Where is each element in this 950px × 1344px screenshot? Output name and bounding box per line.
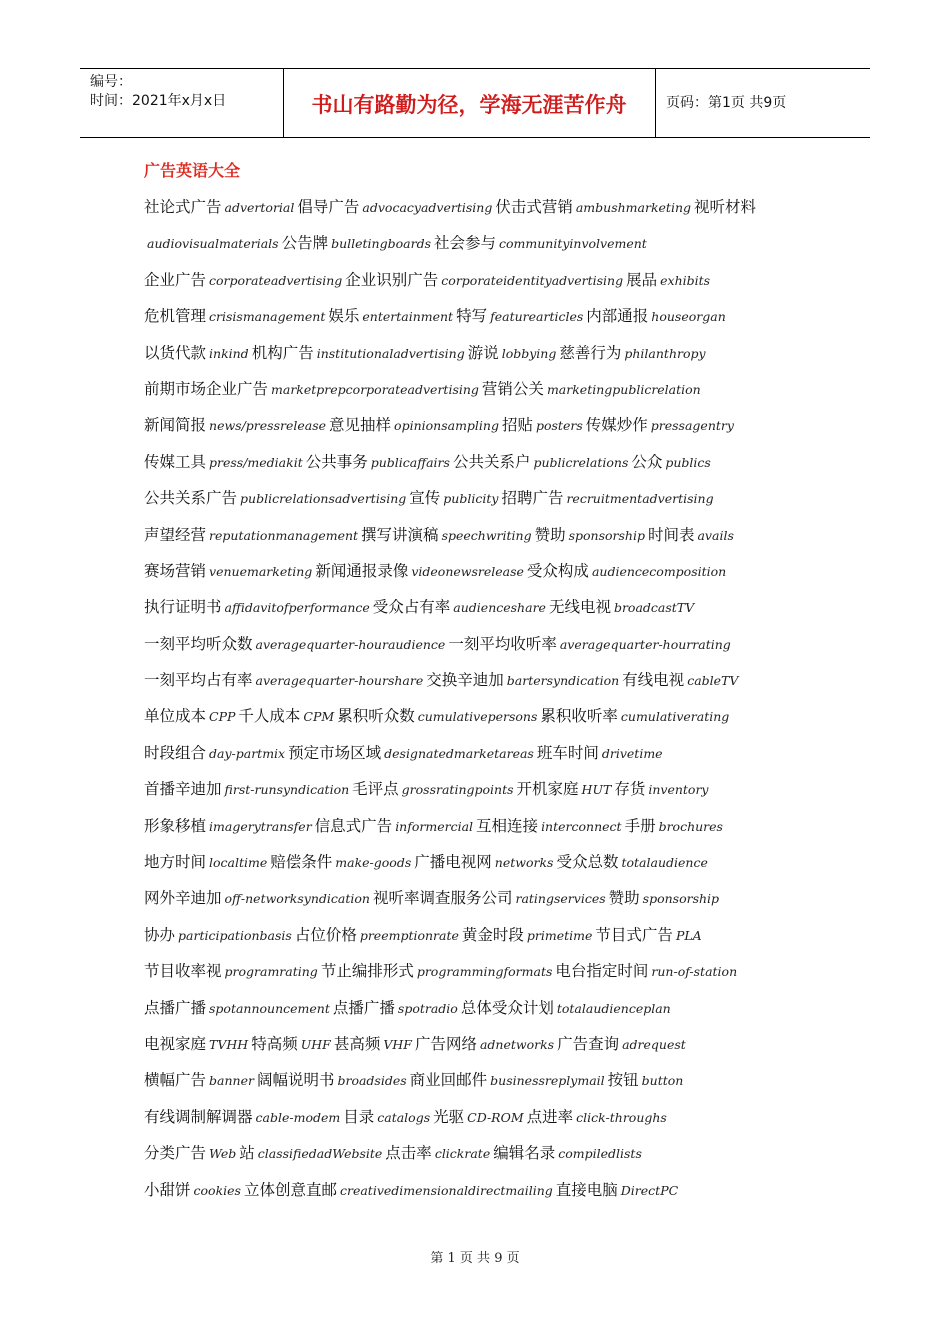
term-chinese: 传媒工具 [144, 452, 207, 471]
term-chinese: 受众构成 [526, 561, 589, 580]
term-english: affidavitofperformance [224, 600, 370, 616]
term-english: bartersyndication [506, 673, 620, 689]
term-english: make-goods [335, 855, 412, 871]
term-chinese: 娱乐 [328, 307, 360, 326]
term-chinese: 手册 [624, 816, 656, 835]
glossary-line [144, 265, 834, 301]
term-chinese: 阔幅说明书 [256, 1071, 335, 1090]
header-meta-cell [80, 69, 284, 137]
term-english: brochures [658, 818, 723, 834]
term-english: marketingpublicrelation [546, 381, 701, 397]
term-chinese: 横幅广告 [144, 1071, 207, 1090]
term-english: imagerytransfer [209, 818, 312, 834]
term-chinese: 目录 [343, 1107, 375, 1126]
term-chinese: 形象移植 [144, 816, 207, 835]
term-english: audienceshare [453, 600, 546, 616]
glossary-line [144, 1138, 834, 1174]
page-footer: 第 1 页 共 9 页 [430, 1251, 520, 1266]
term-english: ratingservices [515, 891, 606, 907]
term-chinese: 点击率 [385, 1144, 432, 1163]
glossary-line [144, 1029, 834, 1065]
term-english: classifiedadWebsite [257, 1146, 383, 1162]
glossary-line [144, 410, 834, 446]
term-english: PLA [675, 927, 702, 943]
term-chinese: 分类广告 [144, 1144, 207, 1163]
term-chinese: 互相连接 [476, 816, 539, 835]
term-chinese: 按钮 [607, 1071, 639, 1090]
term-english: opinionsampling [394, 418, 499, 434]
glossary-line [144, 483, 834, 519]
term-chinese: 营销公关 [481, 379, 544, 398]
header-page-cell [656, 69, 870, 137]
term-chinese: 总体受众计划 [460, 998, 554, 1017]
term-english: crisismanagement [209, 309, 326, 325]
term-english: advertorial [224, 200, 295, 215]
term-english: sponsorship [568, 527, 645, 543]
term-english: compiledlists [558, 1146, 642, 1162]
glossary-line [144, 629, 834, 665]
term-chinese: 受众总数 [556, 853, 619, 872]
term-chinese: 预定市场区域 [288, 743, 382, 762]
term-chinese: 赞助 [608, 889, 640, 908]
term-english: button [641, 1073, 684, 1089]
term-chinese: 无线电视 [548, 598, 611, 617]
term-chinese: 商业回邮件 [409, 1071, 488, 1090]
term-chinese: 节目收率视 [144, 962, 222, 981]
term-chinese: 站 [239, 1144, 255, 1163]
term-english: lobbying [501, 345, 557, 361]
term-english: pressagentry [650, 418, 734, 434]
term-english: speechwriting [441, 527, 532, 543]
term-chinese: 一刻平均听众数 [144, 634, 253, 653]
glossary-line [144, 883, 834, 919]
document-header [80, 68, 870, 138]
term-chinese: 内部通报 [586, 307, 649, 326]
term-english: businessreplymail [490, 1073, 605, 1089]
term-english: banner [209, 1073, 254, 1089]
term-chinese: 社会参与 [433, 234, 496, 253]
term-english: featurearticles [490, 309, 584, 325]
term-chinese: 协办 [144, 925, 176, 944]
term-chinese: 撰写讲演稿 [361, 525, 439, 544]
term-english: broadcastTV [613, 600, 695, 616]
term-english: publicrelationsadvertising [240, 491, 407, 507]
term-english: inventory [648, 782, 709, 798]
term-chinese: 以货代款 [144, 343, 207, 362]
term-chinese: 执行证明书 [144, 598, 222, 617]
term-english: adnetworks [479, 1036, 555, 1052]
term-english: inkind [209, 345, 249, 361]
term-chinese: 累积收听率 [540, 707, 618, 726]
term-english: run-of-station [651, 964, 738, 980]
term-english: cumulativepersons [417, 709, 538, 725]
term-english: interconnect [541, 818, 622, 834]
term-english: communityinvolvement [499, 236, 647, 252]
term-english: posters [535, 418, 583, 434]
glossary-line [144, 447, 834, 483]
term-chinese: 直接电脑 [555, 1180, 618, 1199]
term-chinese: 首播辛迪加 [144, 780, 222, 799]
term-chinese: 一刻平均收听率 [448, 634, 557, 653]
term-chinese: 特写 [456, 307, 488, 326]
term-chinese: 企业广告 [144, 270, 207, 289]
glossary-line [144, 701, 834, 737]
term-chinese: 伏击式营销 [495, 198, 573, 216]
glossary-line [144, 1175, 834, 1211]
document-time-label: 时间：2021年x月x日 [90, 93, 227, 109]
term-chinese: 网外辛迪加 [144, 889, 222, 908]
term-english: publics [665, 454, 711, 470]
term-chinese: 公共关系户 [452, 452, 531, 471]
term-chinese: 累积听众数 [337, 707, 415, 726]
term-chinese: 毛评点 [352, 780, 399, 799]
term-chinese: 地方时间 [144, 853, 207, 872]
glossary-line [144, 956, 834, 992]
term-chinese: 开机家庭 [516, 780, 579, 799]
term-english: off-networksyndication [224, 891, 370, 907]
glossary-line [144, 1065, 834, 1101]
term-english: day-partmix [209, 745, 286, 761]
term-chinese: 黄金时段 [461, 925, 524, 944]
term-english: audiovisualmaterials [147, 236, 279, 252]
term-english: HUT [581, 782, 612, 798]
term-english: UHF [300, 1036, 331, 1052]
term-chinese: 公众 [631, 452, 663, 471]
term-chinese: 公告牌 [281, 234, 329, 253]
term-chinese: 交换辛迪加 [426, 671, 504, 690]
glossary-line [144, 338, 834, 374]
glossary-line [144, 920, 834, 956]
term-chinese: 一刻平均占有率 [144, 671, 253, 690]
term-chinese: 点播广播 [332, 998, 395, 1017]
glossary-line [144, 592, 834, 628]
term-chinese: 视听率调查服务公司 [372, 889, 513, 908]
term-english: CD-ROM [467, 1109, 524, 1125]
term-english: cableTV [687, 673, 739, 689]
term-chinese: 广告网络 [414, 1034, 477, 1053]
glossary-line [144, 993, 834, 1029]
term-chinese: 机构广告 [251, 343, 314, 362]
term-english: marketprepcorporateadvertising [271, 381, 479, 397]
term-english: programrating [224, 964, 318, 980]
term-english: spotannouncement [209, 1000, 330, 1016]
term-chinese: 新闻简报 [144, 416, 207, 435]
term-english: entertainment [362, 309, 454, 325]
glossary-line [144, 556, 834, 592]
term-english: clickrate [434, 1146, 491, 1162]
term-english: totalaudienceplan [556, 1000, 671, 1016]
term-english: Web [209, 1146, 237, 1162]
term-chinese: 慈善行为 [559, 343, 622, 362]
term-english: press/mediakit [209, 454, 303, 470]
term-chinese: 点进率 [526, 1107, 574, 1126]
term-english: sponsorship [642, 891, 720, 907]
term-chinese: 宣传 [409, 489, 441, 508]
term-chinese: 赛场营销 [144, 561, 207, 580]
term-english: CPP [209, 709, 236, 725]
term-chinese: 小甜饼 [144, 1180, 191, 1199]
glossary-line [144, 520, 834, 556]
term-chinese: 时间表 [647, 525, 695, 544]
term-english: primetime [526, 927, 593, 943]
glossary-line [144, 192, 834, 228]
term-english: VHF [383, 1036, 412, 1052]
term-chinese: 受众占有率 [372, 598, 451, 617]
term-english: philanthropy [624, 345, 706, 361]
term-english: creativedimensionaldirectmailing [339, 1182, 553, 1198]
term-english: CPM [303, 709, 335, 725]
term-english: preemptionrate [359, 927, 459, 943]
term-chinese: 传媒炒作 [585, 416, 648, 435]
term-english: cable-modem [255, 1109, 341, 1125]
term-english: venuemarketing [209, 563, 313, 579]
term-english: ambushmarketing [575, 200, 692, 215]
glossary-line [144, 847, 834, 883]
glossary-line [144, 738, 834, 774]
term-chinese: 广播电视网 [414, 853, 492, 872]
term-chinese: 存货 [614, 780, 646, 799]
term-chinese: 社论式广告 [144, 198, 222, 216]
term-english: videonewsrelease [411, 563, 524, 579]
term-english: publicity [443, 491, 499, 507]
term-chinese: 招聘广告 [501, 489, 564, 508]
term-chinese: 单位成本 [144, 707, 207, 726]
term-chinese: 节目式广告 [595, 925, 673, 944]
term-chinese: 展品 [626, 270, 658, 289]
term-english: publicrelations [533, 454, 629, 470]
term-chinese: 意见抽样 [329, 416, 392, 435]
term-english: publicaffairs [370, 454, 450, 470]
term-chinese: 企业识别广告 [345, 270, 439, 289]
term-english: localtime [209, 855, 268, 871]
term-chinese: 光驱 [433, 1107, 465, 1126]
glossary-line [144, 228, 834, 264]
term-english: institutionaladvertising [316, 345, 465, 361]
term-chinese: 特高频 [251, 1034, 298, 1053]
glossary-line [144, 374, 834, 410]
term-english: programmingformats [416, 964, 553, 980]
term-english: corporateadvertising [209, 272, 343, 288]
term-chinese: 招贴 [501, 416, 533, 435]
term-english: totalaudience [621, 855, 708, 871]
term-english: advocacyadvertising [362, 200, 493, 215]
term-chinese: 信息式广告 [314, 816, 393, 835]
term-chinese: 编辑名录 [493, 1144, 556, 1163]
term-english: first-runsyndication [224, 782, 350, 798]
term-chinese: 电台指定时间 [555, 962, 649, 981]
term-english: TVHH [209, 1036, 249, 1052]
term-english: click-throughs [576, 1109, 667, 1125]
term-chinese: 立体创意直邮 [243, 1180, 337, 1199]
header-motto: 书山有路勤为径，学海无涯苦作舟 [311, 93, 627, 117]
term-english: catalogs [377, 1109, 431, 1125]
document-number-label: 编号： [90, 74, 132, 90]
glossary-list [144, 192, 834, 1211]
glossary-line [144, 811, 834, 847]
term-english: averagequarter-hourrating [559, 636, 731, 652]
term-english: informercial [395, 818, 474, 834]
term-chinese: 游说 [467, 343, 499, 362]
term-chinese: 倡导广告 [297, 198, 360, 216]
header-motto-cell [283, 69, 656, 137]
term-english: audiencecomposition [591, 563, 727, 579]
document-title: 广告英语大全 [144, 161, 241, 180]
term-english: designatedmarketareas [384, 745, 534, 761]
term-english: DirectPC [620, 1182, 679, 1198]
term-chinese: 电视家庭 [144, 1034, 207, 1053]
term-chinese: 视听材料 [694, 198, 757, 216]
term-chinese: 前期市场企业广告 [144, 379, 269, 398]
term-chinese: 甚高频 [333, 1034, 381, 1053]
term-chinese: 赞助 [534, 525, 566, 544]
term-chinese: 危机管理 [144, 307, 207, 326]
term-chinese: 有线电视 [622, 671, 685, 690]
term-english: adrequest [622, 1036, 686, 1052]
term-chinese: 新闻通报录像 [315, 561, 409, 580]
header-page-info: 页码：第1页 共9页 [666, 95, 787, 111]
term-chinese: 有线调制解调器 [144, 1107, 253, 1126]
term-chinese: 广告查询 [557, 1034, 620, 1053]
term-chinese: 声望经营 [144, 525, 207, 544]
term-english: cookies [193, 1182, 241, 1198]
term-english: recruitmentadvertising [566, 491, 714, 507]
term-english: networks [494, 855, 554, 871]
term-chinese: 班车时间 [536, 743, 599, 762]
term-english: averagequarter-houraudience [255, 636, 446, 652]
term-english: houseorgan [651, 309, 726, 325]
term-chinese: 赔偿条件 [270, 853, 333, 872]
term-chinese: 时段组合 [144, 743, 207, 762]
term-english: averagequarter-hourshare [255, 673, 424, 689]
term-chinese: 点播广播 [144, 998, 207, 1017]
term-chinese: 节止编排形式 [320, 962, 414, 981]
term-english: exhibits [660, 272, 711, 288]
glossary-line [144, 665, 834, 701]
term-chinese: 公共事务 [305, 452, 368, 471]
term-english: avails [697, 527, 734, 543]
term-english: broadsides [337, 1073, 407, 1089]
term-english: reputationmanagement [209, 527, 359, 543]
term-english: spotradio [397, 1000, 458, 1016]
term-english: cumulativerating [620, 709, 730, 725]
glossary-line [144, 301, 834, 337]
term-english: drivetime [601, 745, 663, 761]
term-english: grossratingpoints [401, 782, 514, 798]
term-chinese: 千人成本 [238, 707, 301, 726]
glossary-line [144, 774, 834, 810]
glossary-line [144, 1102, 834, 1138]
term-chinese: 公共关系广告 [144, 489, 238, 508]
term-english: bulletingboards [331, 236, 431, 252]
term-english: corporateidentityadvertising [441, 272, 624, 288]
term-chinese: 占位价格 [294, 925, 357, 944]
term-english: participationbasis [178, 927, 292, 943]
term-english: news/pressrelease [209, 418, 327, 434]
